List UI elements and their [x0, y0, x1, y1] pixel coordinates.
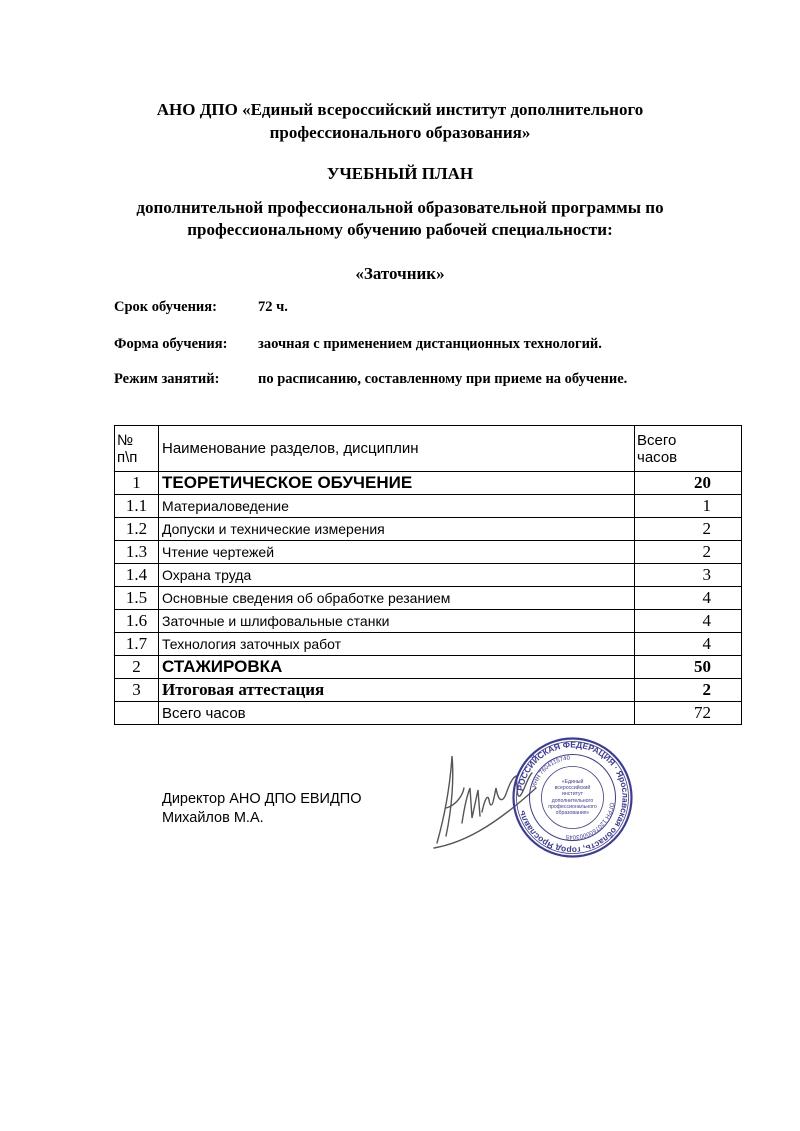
row-name: Охрана труда — [159, 564, 635, 587]
row-num: 3 — [115, 679, 159, 702]
row-num: 1 — [115, 472, 159, 495]
row-num: 1.5 — [115, 587, 159, 610]
table-row — [115, 679, 742, 702]
row-name: ТЕОРЕТИЧЕСКОЕ ОБУЧЕНИЕ — [159, 472, 635, 495]
table-row — [115, 518, 742, 541]
seal-outer-text: РОССИЙСКАЯ ФЕДЕРАЦИЯ · Ярославская область, город Ярославль — [514, 739, 631, 856]
row-name: Чтение чертежей — [159, 541, 635, 564]
row-hours: 2 — [635, 518, 742, 541]
row-hours: 50 — [635, 656, 742, 679]
row-hours: 4 — [635, 587, 742, 610]
table-row — [115, 564, 742, 587]
seal-center-text: «Единый всероссийский институт дополнительного профессионального образования» — [548, 779, 597, 817]
header-hours-line-1: Всего — [637, 431, 677, 449]
signature-block — [162, 790, 361, 828]
table-row — [115, 633, 742, 656]
org-line-2: профессионального образования» — [269, 123, 531, 142]
row-num: 1.4 — [115, 564, 159, 587]
row-hours: 2 — [635, 679, 742, 702]
header-num — [115, 426, 159, 472]
table-row — [115, 495, 742, 518]
plan-title: УЧЕБНЫЙ ПЛАН — [326, 164, 474, 183]
director-name: Михайлов М.А. — [162, 810, 264, 826]
term-value: 72 ч. — [258, 299, 288, 315]
table-row — [115, 610, 742, 633]
row-num: 1.6 — [115, 610, 159, 633]
row-num: 1.2 — [115, 518, 159, 541]
total-hours: 72 — [635, 702, 742, 725]
form-label: Форма обучения: — [114, 336, 228, 352]
program-line-1: дополнительной профессиональной образовательной программы по — [136, 198, 664, 217]
row-name: Технология заточных работ — [159, 633, 635, 656]
row-num: 1.3 — [115, 541, 159, 564]
seal-ogrn-text: ОГРН 1207600003045 — [565, 801, 615, 840]
row-name: Заточные и шлифовальные станки — [159, 610, 635, 633]
mode-row — [114, 371, 628, 388]
official-seal — [510, 735, 635, 860]
row-name: Основные сведения об обработке резанием — [159, 587, 635, 610]
organization-title — [0, 98, 800, 144]
table-row — [115, 587, 742, 610]
seal-inn-text: ИНН 7604115740 — [531, 755, 571, 789]
table-header-row — [115, 426, 742, 472]
row-num: 1.1 — [115, 495, 159, 518]
specialty-name: «Заточник» — [355, 264, 445, 283]
program-description — [0, 197, 800, 241]
mode-value: по расписанию, составленному при приеме на обучение. — [258, 371, 628, 387]
header-hours-line-2: часов — [637, 448, 678, 466]
total-num — [115, 702, 159, 725]
director-title: Директор АНО ДПО ЕВИДПО — [162, 791, 362, 807]
header-num-line-2: п\п — [117, 448, 138, 466]
table-total-row — [115, 702, 742, 725]
total-label: Всего часов — [159, 702, 635, 725]
row-num: 1.7 — [115, 633, 159, 656]
row-hours: 1 — [635, 495, 742, 518]
table-row — [115, 541, 742, 564]
mode-label: Режим занятий: — [114, 371, 220, 387]
row-name: Итоговая аттестация — [159, 679, 635, 702]
header-hours — [635, 426, 742, 472]
curriculum-table — [114, 425, 742, 725]
table-row — [115, 656, 742, 679]
row-hours: 20 — [635, 472, 742, 495]
row-num: 2 — [115, 656, 159, 679]
row-name: СТАЖИРОВКА — [159, 656, 635, 679]
header-name: Наименование разделов, дисциплин — [159, 426, 635, 472]
org-line-1: АНО ДПО «Единый всероссийский институт дополнительного — [156, 100, 644, 119]
form-row — [114, 336, 602, 353]
row-hours: 4 — [635, 633, 742, 656]
row-hours: 4 — [635, 610, 742, 633]
term-label: Срок обучения: — [114, 299, 217, 315]
term-row — [114, 299, 288, 316]
row-hours: 3 — [635, 564, 742, 587]
row-name: Материаловедение — [159, 495, 635, 518]
row-name: Допуски и технические измерения — [159, 518, 635, 541]
header-num-line-1: № — [117, 431, 134, 449]
program-line-2: профессиональному обучению рабочей специальности: — [187, 220, 613, 239]
form-value: заочная с применением дистанционных технологий. — [258, 336, 602, 352]
row-hours: 2 — [635, 541, 742, 564]
table-row — [115, 472, 742, 495]
